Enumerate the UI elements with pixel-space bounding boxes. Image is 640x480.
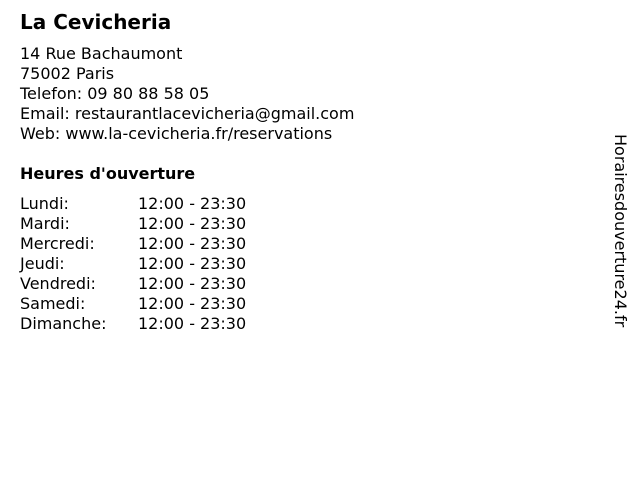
time-range: 12:00 - 23:30: [138, 274, 247, 293]
day-label: Mardi:: [20, 214, 70, 233]
day-label: Jeudi:: [20, 254, 65, 273]
site-watermark: Horairesdouverture24.fr: [611, 134, 630, 328]
street-address: 14 Rue Bachaumont: [20, 44, 183, 63]
opening-hours-table: [20, 194, 280, 334]
day-label: Vendredi:: [20, 274, 96, 293]
hours-row-thursday: [20, 254, 280, 274]
city-postcode: 75002 Paris: [20, 64, 115, 83]
website-url: Web: www.la-cevicheria.fr/reservations: [20, 124, 333, 143]
opening-hours-heading: Heures d'ouverture: [20, 164, 196, 183]
time-range: 12:00 - 23:30: [138, 294, 247, 313]
hours-row-tuesday: [20, 214, 280, 234]
hours-row-friday: [20, 274, 280, 294]
day-label: Dimanche:: [20, 314, 107, 333]
hours-row-sunday: [20, 314, 280, 334]
time-range: 12:00 - 23:30: [138, 314, 247, 333]
hours-row-monday: [20, 194, 280, 214]
time-range: 12:00 - 23:30: [138, 194, 247, 213]
hours-row-wednesday: [20, 234, 280, 254]
email-address: Email: restaurantlacevicheria@gmail.com: [20, 104, 355, 123]
day-label: Lundi:: [20, 194, 69, 213]
phone-number: Telefon: 09 80 88 58 05: [20, 84, 210, 103]
time-range: 12:00 - 23:30: [138, 214, 247, 233]
day-label: Mercredi:: [20, 234, 95, 253]
restaurant-name: La Cevicheria: [20, 10, 172, 34]
hours-row-saturday: [20, 294, 280, 314]
day-label: Samedi:: [20, 294, 86, 313]
time-range: 12:00 - 23:30: [138, 234, 247, 253]
address-block: [20, 44, 354, 144]
time-range: 12:00 - 23:30: [138, 254, 247, 273]
